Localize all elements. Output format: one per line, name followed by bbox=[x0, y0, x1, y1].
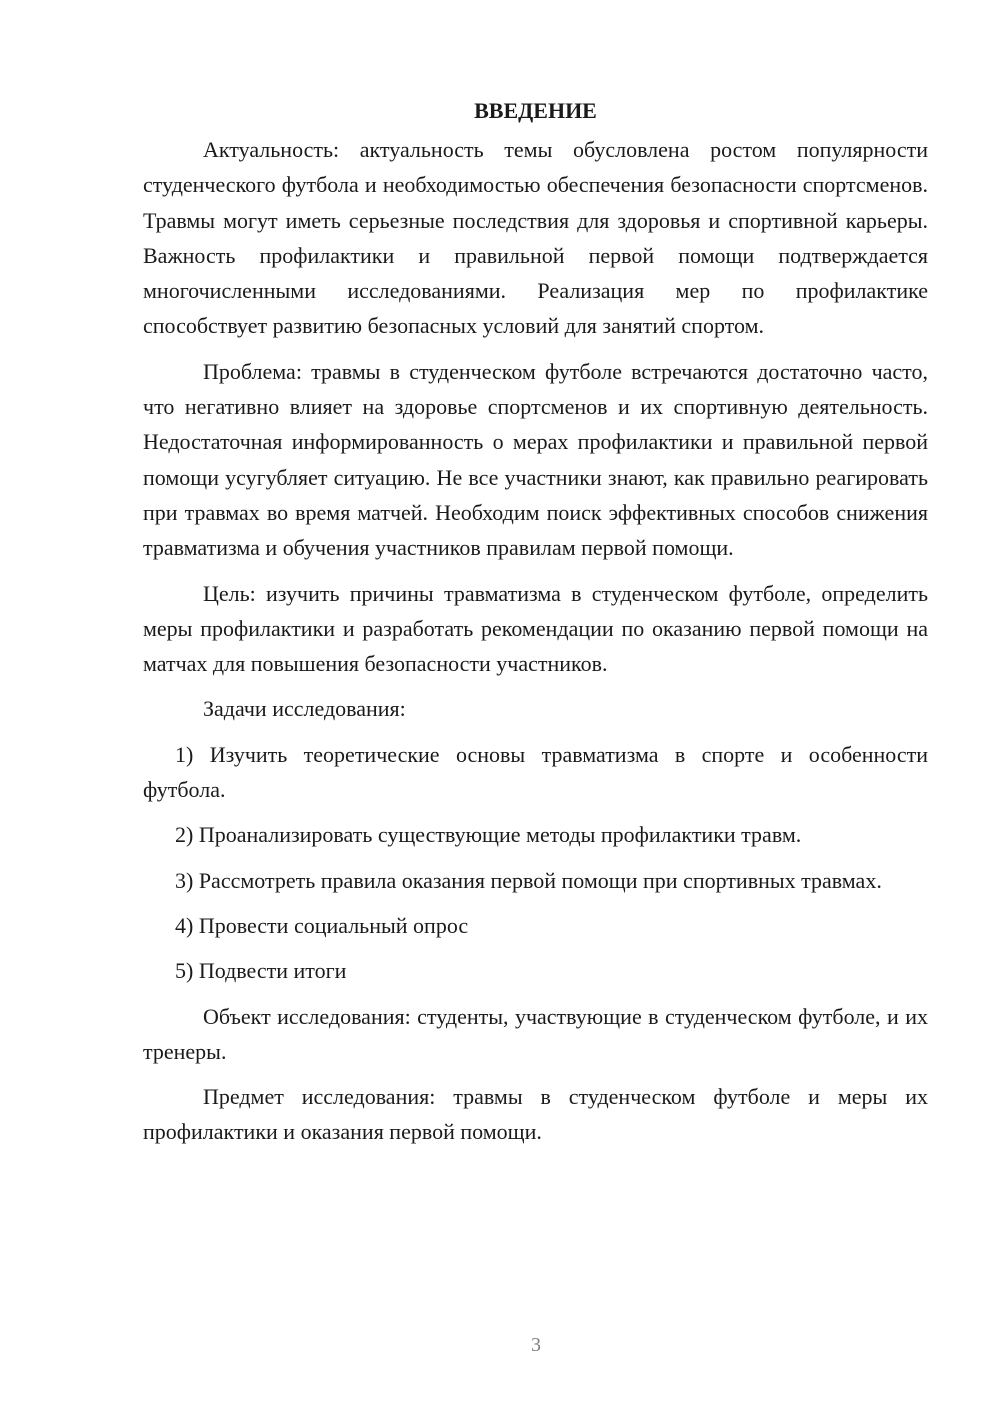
page-title: ВВЕДЕНИЕ bbox=[474, 98, 597, 123]
task-item: 1) Изучить теоретические основы травматизма в спорте и особенности футбола. bbox=[143, 741, 928, 803]
page-number: 3 bbox=[531, 1334, 541, 1356]
document-page bbox=[143, 96, 928, 1150]
paragraph-object: Объект исследования: студенты, участвующие в студенческом футболе, и их тренеры. bbox=[143, 1003, 928, 1064]
tasks-heading: Задачи исследования: bbox=[203, 696, 406, 722]
paragraph-subject: Предмет исследования: травмы в студенческом футболе и меры их профилактики и оказания первой помощи. bbox=[143, 1084, 928, 1145]
paragraph-relevance: Актуальность: актуальность темы обусловлена ростом популярности студенческого футбола и необходимостью обеспечения безопасности спортсменов. Травмы могут иметь серьезные последствия для здоровья и спортивной карьеры. Важность профилактики и правильной первой помощи подтверждается многочисленными исследованиями. Реализация мер по профилактике способствует развитию безопасных условий для занятий спортом. bbox=[143, 137, 928, 339]
paragraph-goal: Цель: изучить причины травматизма в студенческом футболе, определить меры профилактики и разработать рекомендации по оказанию первой помощи на матчах для повышения безопасности участников. bbox=[143, 580, 928, 677]
task-item: 4) Провести социальный опрос bbox=[175, 912, 469, 938]
paragraph-problem: Проблема: травмы в студенческом футболе встречаются достаточно часто, что негативно влияет на здоровье спортсменов и их спортивную деятельность. Недостаточная информированность о мерах профилактики и правильной первой помощи усугубляет ситуацию. Не все участники знают, как правильно реагировать при травмах во время матчей. Необходим поиск эффективных способов снижения травматизма и обучения участников правилам первой помощи. bbox=[143, 358, 928, 561]
task-item: 5) Подвести итоги bbox=[175, 958, 347, 984]
task-item: 2) Проанализировать существующие методы профилактики травм. bbox=[175, 822, 802, 848]
task-item: 3) Рассмотреть правила оказания первой помощи при спортивных травмах. bbox=[175, 867, 882, 893]
